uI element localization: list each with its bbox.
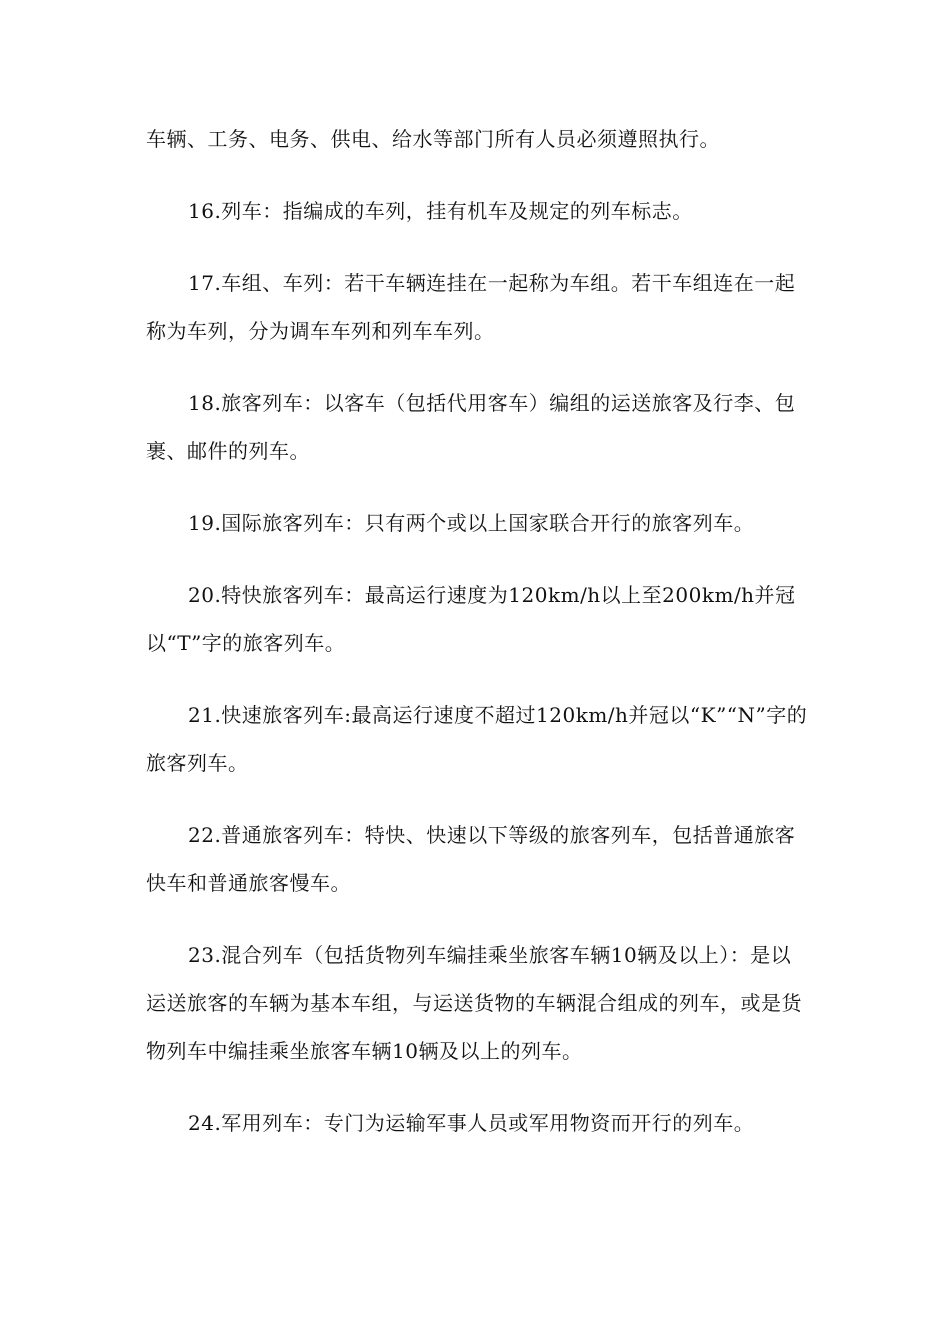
document-body bbox=[146, 115, 810, 1171]
paragraph-item-16: 16.列车：指编成的车列，挂有机车及规定的列车标志。 bbox=[188, 199, 693, 223]
paragraph-item-17: 17.车组、车列：若干车辆连挂在一起称为车组。若干车组连在一起称为车列，分为调车车列和列车车列。 bbox=[146, 271, 796, 343]
paragraph-item-22: 22.普通旅客列车：特快、快速以下等级的旅客列车，包括普通旅客快车和普通旅客慢车。 bbox=[146, 823, 796, 895]
paragraph-continuation: 车辆、工务、电务、供电、给水等部门所有人员必须遵照执行。 bbox=[146, 127, 720, 151]
paragraph-item-20: 20.特快旅客列车：最高运行速度为120km/h以上至200km/h并冠以“T”字的旅客列车。 bbox=[146, 583, 796, 655]
paragraph-item-23: 23.混合列车（包括货物列车编挂乘坐旅客车辆10辆及以上）：是以运送旅客的车辆为基本车组，与运送货物的车辆混合组成的列车，或是货物列车中编挂乘坐旅客车辆10辆及以上的列车。 bbox=[146, 943, 802, 1063]
paragraph-item-24: 24.军用列车：专门为运输军事人员或军用物资而开行的列车。 bbox=[188, 1111, 755, 1135]
paragraph-item-18: 18.旅客列车：以客车（包括代用客车）编组的运送旅客及行李、包裹、邮件的列车。 bbox=[146, 391, 796, 463]
paragraph-item-19: 19.国际旅客列车：只有两个或以上国家联合开行的旅客列车。 bbox=[188, 511, 755, 535]
paragraph-item-21: 21.快速旅客列车:最高运行速度不超过120km/h并冠以“K”“N”字的旅客列车。 bbox=[146, 703, 808, 775]
